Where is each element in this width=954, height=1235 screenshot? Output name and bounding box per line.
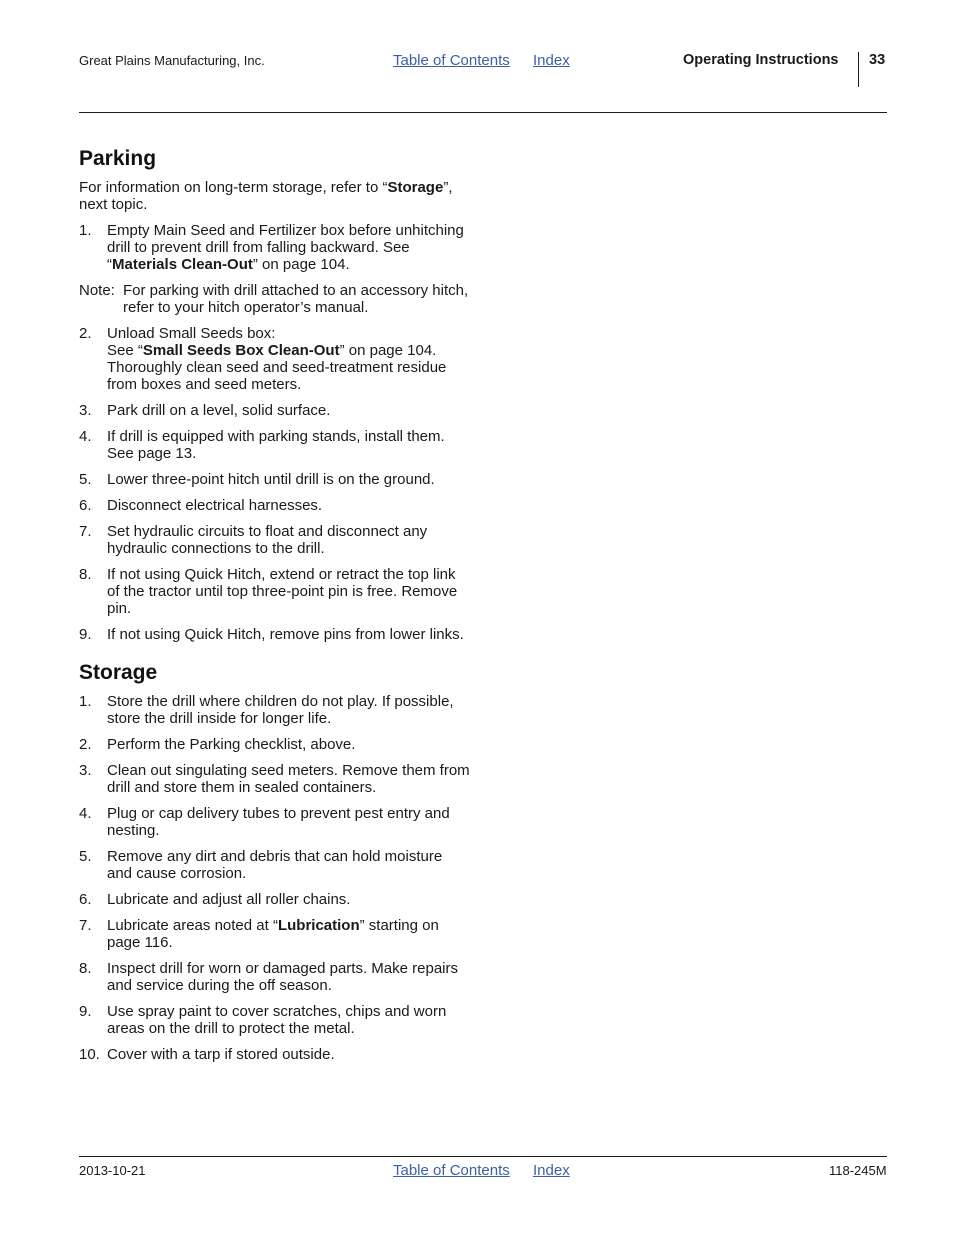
intro-text: For information on long-term storage, refer to “ xyxy=(79,179,388,196)
item-text-end: ” starting on page 116. xyxy=(107,917,439,951)
list-item xyxy=(79,848,471,882)
list-item xyxy=(79,402,471,419)
item-text: Empty Main Seed and Fertilizer box before unhitching drill to prevent drill from falling backward. See “ xyxy=(107,222,464,273)
item-text: Cover with a tarp if stored outside. xyxy=(107,1046,335,1063)
header-toc-link[interactable]: Table of Contents xyxy=(393,52,510,69)
note-label: Note: xyxy=(79,282,115,299)
item-number: 3. xyxy=(79,402,92,419)
item-number: 9. xyxy=(79,1003,92,1020)
item-number: 1. xyxy=(79,693,92,710)
page-number: 33 xyxy=(869,52,886,68)
header-divider xyxy=(858,52,859,87)
list-item xyxy=(79,471,471,488)
list-item xyxy=(79,960,471,994)
header-rule xyxy=(79,112,887,113)
list-item xyxy=(79,1003,471,1037)
list-item xyxy=(79,566,471,617)
item-text: Remove any dirt and debris that can hold moisture and cause corrosion. xyxy=(107,848,443,882)
item-number: 4. xyxy=(79,428,92,445)
item-text: Park drill on a level, solid surface. xyxy=(107,402,331,419)
item-text: Plug or cap delivery tubes to prevent pest entry and nesting. xyxy=(107,805,450,839)
item-number: 2. xyxy=(79,325,92,342)
parking-intro xyxy=(79,179,471,213)
item-text: Perform the Parking checklist, above. xyxy=(107,736,356,753)
note-text: For parking with drill attached to an accessory hitch, refer to your hitch operator’s manual. xyxy=(123,282,469,316)
list-item xyxy=(79,626,471,643)
item-number: 6. xyxy=(79,497,92,514)
item-text: Lubricate and adjust all roller chains. xyxy=(107,891,351,908)
item-text: If not using Quick Hitch, remove pins from lower links. xyxy=(107,626,464,643)
item-number: 9. xyxy=(79,626,92,643)
item-number: 7. xyxy=(79,523,92,540)
item-number: 3. xyxy=(79,762,92,779)
item-text: Store the drill where children do not play. If possible, store the drill inside for longer life. xyxy=(107,693,454,727)
list-item xyxy=(79,693,471,727)
parking-heading: Parking xyxy=(79,147,157,170)
footer-rule xyxy=(79,1156,887,1157)
item-text: Lubricate areas noted at “ xyxy=(107,917,278,934)
parking-list-cont xyxy=(79,325,471,643)
list-item xyxy=(79,428,471,462)
list-item xyxy=(79,222,471,273)
intro-text-end: ”, next topic. xyxy=(79,179,453,213)
item-text: If not using Quick Hitch, extend or retract the top link of the tractor until top three-point pin is free. Remove pin. xyxy=(107,566,458,617)
list-item xyxy=(79,736,471,753)
list-item xyxy=(79,762,471,796)
storage-heading: Storage xyxy=(79,661,158,684)
item-bold-ref: Materials Clean-Out xyxy=(112,256,253,273)
footer-doc-number: 118-245M xyxy=(829,1163,887,1178)
item-text: Clean out singulating seed meters. Remove them from drill and store them in sealed containers. xyxy=(107,762,470,796)
company-name: Great Plains Manufacturing, Inc. xyxy=(79,53,265,68)
footer-date: 2013-10-21 xyxy=(79,1163,146,1178)
item-number: 1. xyxy=(79,222,92,239)
list-item xyxy=(79,1046,471,1063)
item-number: 7. xyxy=(79,917,92,934)
list-item xyxy=(79,325,471,393)
note xyxy=(79,282,471,316)
item-text: Lower three-point hitch until drill is on the ground. xyxy=(107,471,435,488)
item-text: Use spray paint to cover scratches, chips and worn areas on the drill to protect the metal. xyxy=(107,1003,447,1037)
parking-list xyxy=(79,222,471,273)
footer-index-link[interactable]: Index xyxy=(533,1162,570,1179)
item-number: 8. xyxy=(79,960,92,977)
item-text: See “ xyxy=(107,342,143,359)
content-column xyxy=(79,146,471,1072)
item-text-end: ” on page 104. xyxy=(252,256,350,273)
list-item xyxy=(79,497,471,514)
item-number: 5. xyxy=(79,848,92,865)
item-number: 5. xyxy=(79,471,92,488)
header-index-link[interactable]: Index xyxy=(533,52,570,69)
footer-toc-link[interactable]: Table of Contents xyxy=(393,1162,510,1179)
section-title: Operating Instructions xyxy=(683,52,839,68)
list-item xyxy=(79,523,471,557)
item-text: Disconnect electrical harnesses. xyxy=(107,497,323,514)
item-number: 4. xyxy=(79,805,92,822)
intro-bold-ref: Storage xyxy=(387,179,444,196)
item-text: Set hydraulic circuits to float and disconnect any hydraulic connections to the drill. xyxy=(107,523,428,557)
list-item xyxy=(79,805,471,839)
list-item xyxy=(79,891,471,908)
item-number: 8. xyxy=(79,566,92,583)
item-bold-ref: Lubrication xyxy=(277,917,360,934)
item-number: 2. xyxy=(79,736,92,753)
item-text: If drill is equipped with parking stands, install them. See page 13. xyxy=(107,428,445,462)
item-text: Inspect drill for worn or damaged parts. Make repairs and service during the off season. xyxy=(107,960,458,994)
item-bold-ref: Small Seeds Box Clean-Out xyxy=(142,342,340,359)
item-text-end: ” on page 104. Thoroughly clean seed and seed-treatment residue from boxes and seed meters. xyxy=(107,342,447,393)
item-text: Unload Small Seeds box: xyxy=(107,325,276,342)
item-number: 6. xyxy=(79,891,92,908)
list-item xyxy=(79,917,471,951)
storage-list xyxy=(79,693,471,1063)
item-number: 10. xyxy=(79,1046,100,1063)
